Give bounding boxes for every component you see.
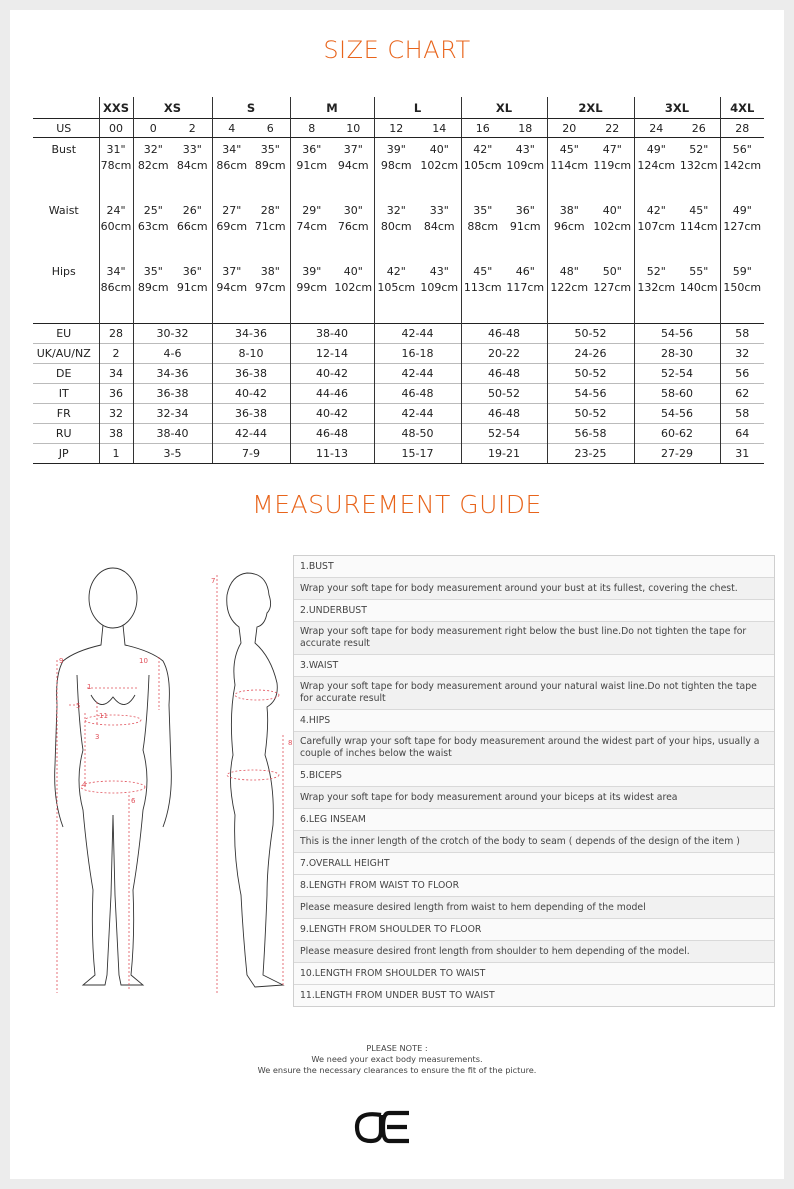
row-label: UK/AU/NZ (33, 344, 99, 364)
conversion-value: 27-29 (634, 444, 720, 464)
inch-value: 49" (732, 204, 752, 217)
conversion-value: 8-10 (212, 344, 290, 364)
cm-value: 132cm (679, 159, 718, 172)
figure-marker-label: 7 (211, 577, 216, 585)
measurement-cell (634, 138, 678, 200)
guide-item-description: Wrap your soft tape for body measurement right below the bust line.Do not tighten the tape for accurate result (294, 621, 774, 654)
figure-marker-label: 4 (82, 781, 87, 789)
conversion-row (33, 424, 764, 444)
conversion-value: 56-58 (547, 424, 634, 444)
conversion-value: 12-14 (290, 344, 374, 364)
cm-value: 102cm (420, 159, 459, 172)
conversion-value: 36 (99, 384, 133, 404)
measurement-cell (212, 138, 251, 200)
inch-value: 45" (559, 143, 579, 156)
guide-item-description: Wrap your soft tape for body measurement around your biceps at its widest area (294, 786, 774, 808)
inch-value: 43" (515, 143, 535, 156)
conversion-value: 31 (720, 444, 764, 464)
cm-value: 74cm (296, 220, 328, 233)
cm-value: 102cm (593, 220, 632, 233)
inch-value: 38" (260, 265, 280, 278)
inch-value: 49" (646, 143, 666, 156)
conversion-value: 52-54 (461, 424, 547, 444)
please-note (10, 1043, 784, 1076)
measurement-cell (212, 260, 251, 324)
measurement-cell (547, 260, 591, 324)
cm-value: 107cm (637, 220, 676, 233)
measurement-cell (504, 260, 547, 324)
cm-value: 84cm (176, 159, 208, 172)
inch-value: 56" (732, 143, 752, 156)
inch-value: 31" (106, 143, 126, 156)
cm-value: 105cm (377, 281, 416, 294)
conversion-value: 32 (720, 344, 764, 364)
guide-item-title: 10.LENGTH FROM SHOULDER TO WAIST (294, 962, 774, 984)
measurement-cell (678, 260, 720, 324)
us-size-value: 28 (720, 119, 764, 138)
inch-value: 36" (182, 265, 202, 278)
inch-value: 32" (143, 143, 163, 156)
guide-item-title: 7.OVERALL HEIGHT (294, 852, 774, 874)
row-label: Bust (51, 143, 77, 156)
conversion-row (33, 404, 764, 424)
conversion-value: 42-44 (374, 324, 461, 344)
conversion-value: 24-26 (547, 344, 634, 364)
inch-value: 35" (473, 204, 493, 217)
cm-value: 71cm (254, 220, 286, 233)
inch-value: 29" (302, 204, 322, 217)
cm-value: 66cm (176, 220, 208, 233)
size-label: M (290, 97, 374, 119)
conversion-value: 38-40 (290, 324, 374, 344)
figure-marker-label: 3 (95, 733, 100, 741)
guide-item-title: 8.LENGTH FROM WAIST TO FLOOR (294, 874, 774, 896)
guide-item-title: 3.WAIST (294, 654, 774, 676)
measurement-cell (99, 260, 133, 324)
brand-logo (353, 1105, 415, 1145)
inch-value: 37" (343, 143, 363, 156)
conversion-row (33, 384, 764, 404)
cm-value: 122cm (550, 281, 589, 294)
inch-value: 24" (106, 204, 126, 217)
inch-value: 59" (732, 265, 752, 278)
measurement-cell (251, 138, 290, 200)
cm-value: 97cm (254, 281, 286, 294)
row-label: JP (33, 444, 99, 464)
figure-marker-label: 6 (131, 797, 136, 805)
conversion-value: 42-44 (212, 424, 290, 444)
conversion-value: 46-48 (461, 364, 547, 384)
cm-value: 99cm (296, 281, 328, 294)
cm-value: 84cm (423, 220, 455, 233)
us-size-value: 18 (504, 119, 547, 138)
inch-value: 40" (602, 204, 622, 217)
conversion-value: 28 (99, 324, 133, 344)
measurement-cell (333, 138, 374, 200)
cm-value: 60cm (100, 220, 132, 233)
inch-value: 32" (386, 204, 406, 217)
measurement-cell (99, 138, 133, 200)
guide-item-title: 11.LENGTH FROM UNDER BUST TO WAIST (294, 984, 774, 1006)
measurement-row (33, 138, 764, 200)
measurement-cell (290, 138, 333, 200)
row-label: EU (33, 324, 99, 344)
measurement-cell (591, 260, 634, 324)
guide-item-title: 9.LENGTH FROM SHOULDER TO FLOOR (294, 918, 774, 940)
us-size-value: 6 (251, 119, 290, 138)
conversion-value: 34 (99, 364, 133, 384)
conversion-value: 56 (720, 364, 764, 384)
conversion-value: 44-46 (290, 384, 374, 404)
cm-value: 63cm (137, 220, 169, 233)
conversion-value: 2 (99, 344, 133, 364)
inch-value: 52" (689, 143, 709, 156)
measurement-cell (333, 260, 374, 324)
guide-item-description: This is the inner length of the crotch of the body to seam ( depends of the design of the item ) (294, 830, 774, 852)
conversion-value: 58 (720, 324, 764, 344)
inch-value: 40" (343, 265, 363, 278)
conversion-row (33, 444, 764, 464)
guide-item-description: Wrap your soft tape for body measurement around your bust at its fullest, covering the chest. (294, 577, 774, 599)
conversion-value: 19-21 (461, 444, 547, 464)
cm-value: 105cm (463, 159, 502, 172)
guide-item-description: Please measure desired front length from shoulder to hem depending of the model. (294, 940, 774, 962)
conversion-value: 54-56 (634, 324, 720, 344)
measurement-cell (504, 138, 547, 200)
figure-marker-label: 5 (76, 702, 81, 710)
measurement-cell (634, 199, 678, 260)
us-size-value: 22 (591, 119, 634, 138)
conversion-value: 40-42 (212, 384, 290, 404)
size-label: L (374, 97, 461, 119)
measurement-cell (290, 260, 333, 324)
conversion-value: 52-54 (634, 364, 720, 384)
us-size-value: 00 (99, 119, 133, 138)
us-size-value: 16 (461, 119, 504, 138)
inch-value: 42" (646, 204, 666, 217)
measurement-cell (461, 199, 504, 260)
cm-value: 113cm (463, 281, 502, 294)
measurement-row (33, 199, 764, 260)
cm-value: 94cm (337, 159, 369, 172)
measurement-cell (634, 260, 678, 324)
size-label: 2XL (547, 97, 634, 119)
conversion-value: 54-56 (547, 384, 634, 404)
conversion-value: 62 (720, 384, 764, 404)
measurement-cell (133, 260, 173, 324)
conversion-value: 38-40 (133, 424, 212, 444)
inch-value: 38" (559, 204, 579, 217)
measurement-guide-list (293, 555, 775, 1007)
measurement-cell (678, 199, 720, 260)
inch-value: 42" (386, 265, 406, 278)
us-size-value: 14 (418, 119, 461, 138)
conversion-value: 34-36 (212, 324, 290, 344)
inch-value: 55" (689, 265, 709, 278)
cm-value: 78cm (100, 159, 132, 172)
cm-value: 86cm (216, 159, 248, 172)
conversion-value: 11-13 (290, 444, 374, 464)
conversion-value: 15-17 (374, 444, 461, 464)
cm-value: 109cm (506, 159, 545, 172)
size-label: XXS (99, 97, 133, 119)
front-body-figure (35, 565, 190, 995)
conversion-value: 50-52 (547, 364, 634, 384)
conversion-value: 46-48 (461, 404, 547, 424)
inch-value: 28" (260, 204, 280, 217)
guide-item-title: 2.UNDERBUST (294, 599, 774, 621)
guide-item-title: 4.HIPS (294, 709, 774, 731)
inch-value: 45" (689, 204, 709, 217)
conversion-value: 16-18 (374, 344, 461, 364)
inch-value: 45" (473, 265, 493, 278)
conversion-value: 36-38 (133, 384, 212, 404)
measurement-cell (374, 260, 418, 324)
inch-value: 35" (260, 143, 280, 156)
conversion-value: 60-62 (634, 424, 720, 444)
row-label: RU (33, 424, 99, 444)
measurement-cell (173, 199, 212, 260)
figure-marker-label: 9 (59, 657, 64, 665)
cm-value: 114cm (550, 159, 589, 172)
conversion-row (33, 344, 764, 364)
us-size-value: 20 (547, 119, 591, 138)
inch-value: 46" (515, 265, 535, 278)
measurement-row (33, 260, 764, 324)
us-size-value: 8 (290, 119, 333, 138)
conversion-value: 32-34 (133, 404, 212, 424)
row-label: Waist (48, 204, 79, 217)
cm-value: 142cm (723, 159, 762, 172)
measurement-cell (678, 138, 720, 200)
conversion-value: 20-22 (461, 344, 547, 364)
side-body-figure (195, 565, 295, 995)
figure-marker-label: 1 (87, 683, 92, 691)
guide-item-title: 6.LEG INSEAM (294, 808, 774, 830)
size-label: 3XL (634, 97, 720, 119)
conversion-value: 50-52 (547, 324, 634, 344)
inch-value: 39" (386, 143, 406, 156)
measurement-cell (504, 199, 547, 260)
us-size-value: 4 (212, 119, 251, 138)
conversion-value: 54-56 (634, 404, 720, 424)
us-size-value: 26 (678, 119, 720, 138)
conversion-value: 42-44 (374, 404, 461, 424)
cm-value: 140cm (679, 281, 718, 294)
inch-value: 40" (429, 143, 449, 156)
inch-value: 37" (222, 265, 242, 278)
conversion-value: 34-36 (133, 364, 212, 384)
guide-item-description: Wrap your soft tape for body measurement around your natural waist line.Do not tighten the tape for accurate result (294, 676, 774, 709)
cm-value: 91cm (176, 281, 208, 294)
measurement-cell (99, 199, 133, 260)
figure-marker-label: 10 (139, 657, 148, 665)
inch-value: 33" (429, 204, 449, 217)
cm-value: 82cm (137, 159, 169, 172)
conversion-value: 48-50 (374, 424, 461, 444)
cm-value: 127cm (723, 220, 762, 233)
inch-value: 36" (302, 143, 322, 156)
conversion-row (33, 324, 764, 344)
measurement-cell (461, 138, 504, 200)
conversion-value: 36-38 (212, 364, 290, 384)
cm-value: 94cm (216, 281, 248, 294)
header-blank (33, 97, 99, 119)
conversion-value: 28-30 (634, 344, 720, 364)
row-label: DE (33, 364, 99, 384)
size-label: S (212, 97, 290, 119)
measurement-cell (374, 199, 418, 260)
conversion-value: 30-32 (133, 324, 212, 344)
cm-value: 117cm (506, 281, 545, 294)
cm-value: 124cm (637, 159, 676, 172)
conversion-value: 7-9 (212, 444, 290, 464)
measurement-cell (173, 138, 212, 200)
size-label: 4XL (720, 97, 764, 119)
cm-value: 98cm (380, 159, 412, 172)
inch-value: 50" (602, 265, 622, 278)
size-label: XS (133, 97, 212, 119)
row-label: IT (33, 384, 99, 404)
measurement-cell (251, 260, 290, 324)
us-size-value: 0 (133, 119, 173, 138)
measurement-cell (591, 199, 634, 260)
measurement-cell (461, 260, 504, 324)
inch-value: 39" (302, 265, 322, 278)
figure-marker-label: 11 (99, 712, 108, 720)
row-label: Hips (51, 265, 76, 278)
cm-value: 114cm (679, 220, 718, 233)
conversion-value: 36-38 (212, 404, 290, 424)
inch-value: 25" (143, 204, 163, 217)
measurement-cell (212, 199, 251, 260)
page (10, 10, 784, 1179)
inch-value: 42" (473, 143, 493, 156)
cm-value: 89cm (254, 159, 286, 172)
note-line: We need your exact body measurements. (311, 1054, 483, 1064)
conversion-value: 58-60 (634, 384, 720, 404)
measurement-cell (374, 138, 418, 200)
conversion-value: 46-48 (290, 424, 374, 444)
conversion-value: 50-52 (547, 404, 634, 424)
measurement-cell (720, 260, 764, 324)
cm-value: 88cm (467, 220, 499, 233)
conversion-value: 50-52 (461, 384, 547, 404)
us-size-value: 2 (173, 119, 212, 138)
inch-value: 48" (559, 265, 579, 278)
cm-value: 127cm (593, 281, 632, 294)
inch-value: 33" (182, 143, 202, 156)
conversion-value: 38 (99, 424, 133, 444)
us-size-value: 24 (634, 119, 678, 138)
cm-value: 91cm (509, 220, 541, 233)
figure-marker-label: 8 (288, 739, 293, 747)
cm-value: 96cm (553, 220, 585, 233)
cm-value: 86cm (100, 281, 132, 294)
conversion-value: 40-42 (290, 404, 374, 424)
cm-value: 132cm (637, 281, 676, 294)
cm-value: 89cm (137, 281, 169, 294)
size-chart-table (33, 97, 764, 464)
conversion-value: 4-6 (133, 344, 212, 364)
measurement-cell (547, 138, 591, 200)
row-label: US (33, 119, 99, 138)
us-size-row (33, 119, 764, 138)
row-label: FR (33, 404, 99, 424)
cm-value: 119cm (593, 159, 632, 172)
inch-value: 43" (429, 265, 449, 278)
conversion-value: 46-48 (374, 384, 461, 404)
conversion-value: 40-42 (290, 364, 374, 384)
measurement-cell (333, 199, 374, 260)
note-heading: PLEASE NOTE : (366, 1043, 428, 1053)
measurement-cell (720, 138, 764, 200)
measurement-cell (547, 199, 591, 260)
inch-value: 26" (182, 204, 202, 217)
conversion-value: 46-48 (461, 324, 547, 344)
inch-value: 34" (222, 143, 242, 156)
measurement-cell (418, 260, 461, 324)
conversion-value: 42-44 (374, 364, 461, 384)
note-line: We ensure the necessary clearances to ensure the fit of the picture. (257, 1065, 537, 1075)
guide-item-description: Please measure desired length from waist to hem depending of the model (294, 896, 774, 918)
cm-value: 102cm (334, 281, 373, 294)
guide-item-title: 1.BUST (294, 556, 774, 577)
conversion-value: 58 (720, 404, 764, 424)
conversion-value: 23-25 (547, 444, 634, 464)
size-chart-title: SIZE CHART (323, 36, 471, 64)
guide-item-title: 5.BICEPS (294, 764, 774, 786)
cm-value: 80cm (380, 220, 412, 233)
cm-value: 76cm (337, 220, 369, 233)
size-header-row (33, 97, 764, 119)
inch-value: 36" (515, 204, 535, 217)
measurement-cell (418, 199, 461, 260)
us-size-value: 12 (374, 119, 418, 138)
conversion-value: 64 (720, 424, 764, 444)
size-label: XL (461, 97, 547, 119)
measurement-cell (720, 199, 764, 260)
cm-value: 150cm (723, 281, 762, 294)
conversion-value: 32 (99, 404, 133, 424)
measurement-cell (173, 260, 212, 324)
inch-value: 27" (222, 204, 242, 217)
guide-item-description: Carefully wrap your soft tape for body measurement around the widest part of your hips, usually a couple of inches below the waist (294, 731, 774, 764)
measurement-cell (251, 199, 290, 260)
conversion-value: 3-5 (133, 444, 212, 464)
inch-value: 52" (646, 265, 666, 278)
inch-value: 34" (106, 265, 126, 278)
inch-value: 35" (143, 265, 163, 278)
measurement-cell (133, 138, 173, 200)
inch-value: 30" (343, 204, 363, 217)
inch-value: 47" (602, 143, 622, 156)
measurement-cell (591, 138, 634, 200)
conversion-row (33, 364, 764, 384)
measurement-cell (418, 138, 461, 200)
conversion-value: 1 (99, 444, 133, 464)
measurement-guide-title: MEASUREMENT GUIDE (252, 490, 542, 519)
us-size-value: 10 (333, 119, 374, 138)
measurement-cell (290, 199, 333, 260)
cm-value: 91cm (296, 159, 328, 172)
cm-value: 69cm (216, 220, 248, 233)
measurement-cell (133, 199, 173, 260)
cm-value: 109cm (420, 281, 459, 294)
